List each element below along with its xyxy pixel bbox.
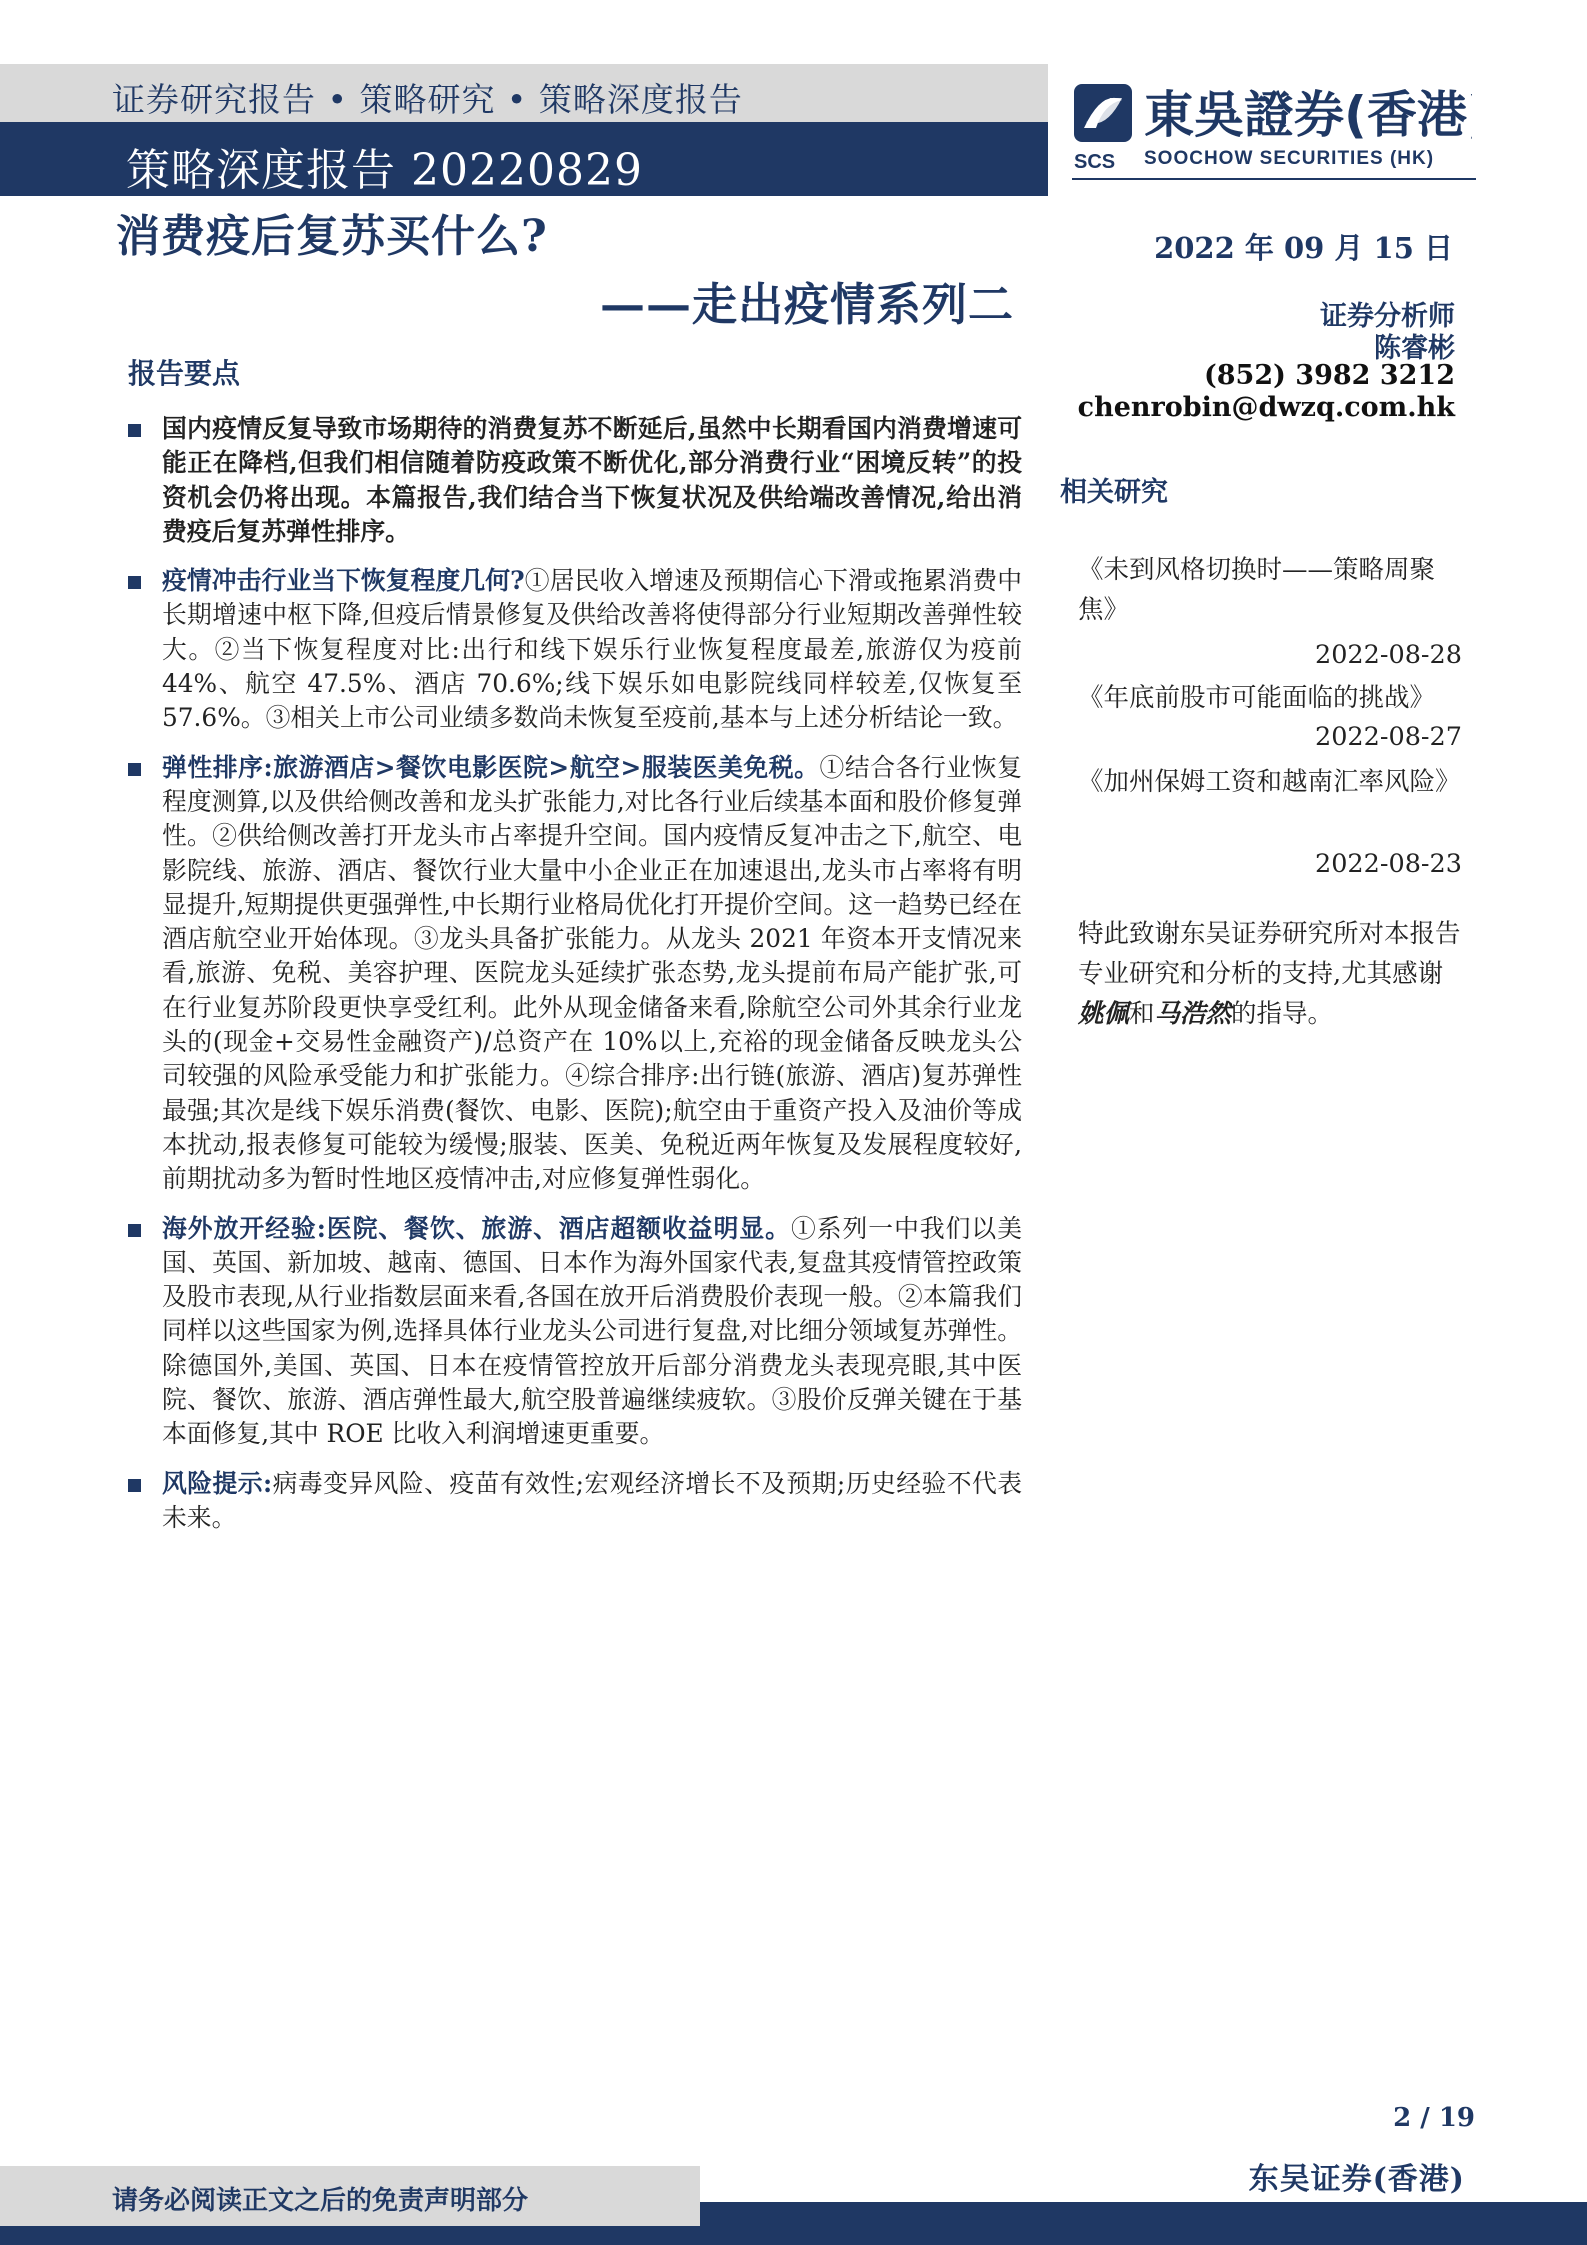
analyst-email[interactable]: chenrobin@dwzq.com.hk xyxy=(1077,392,1455,423)
logo-cn-text: 東吳證券(香港) xyxy=(1144,86,1472,144)
related-item-date: 2022-08-27 xyxy=(1314,722,1462,752)
related-item-title[interactable]: 《加州保姆工资和越南汇率风险》 xyxy=(1078,767,1461,797)
bullet-text: 国内疫情反复导致市场期待的消费复苏不断延后,虽然中长期看国内消费增速可能正在降档,但我们相信随着防疫政策不断优化,部分消费行业“困境反转”的投资机会仍将出现。本篇报告,我们结合当下恢复状况及供给端改善情况,给出消费疫后复苏弹性排序。 xyxy=(162,414,1022,546)
footer-firm-name: 东吴证券(香港) xyxy=(1248,2162,1465,2197)
bullet-heading: 疫情冲击行业当下恢复程度几何? xyxy=(162,566,525,596)
bullet-square-icon xyxy=(128,1224,141,1237)
summary-bullet-intro xyxy=(128,412,1022,549)
thanks-ending: 的指导。 xyxy=(1231,999,1334,1029)
company-logo xyxy=(1072,80,1472,176)
related-item-date: 2022-08-23 xyxy=(1314,849,1462,879)
related-research-heading: 相关研究 xyxy=(1060,477,1168,508)
summary-bullet-ranking xyxy=(128,751,1022,1197)
summary-bullet-risk xyxy=(128,1467,1022,1536)
bullet-text: 病毒变异风险、疫苗有效性;宏观经济增长不及预期;历史经验不代表未来。 xyxy=(162,1468,1022,1532)
bullet-text: ①系列一中我们以美国、英国、新加坡、越南、德国、日本作为海外国家代表,复盘其疫情管控政策及股市表现,从行业指数层面来看,各国在放开后消费股价表现一般。②本篇我们同样以这些国家为例,选择具体行业龙头公司进行复盘,对比细分领域复苏弹性。除德国外,美国、英国、日本在疫情管控放开后部分消费龙头表现亮眼,其中医院、餐饮、旅游、酒店弹性最大,航空股普遍继续疲软。③股价反弹关键在于基本面修复,其中 ROE 比收入利润增速更重要。 xyxy=(162,1213,1022,1449)
footer-disclaimer: 请务必阅读正文之后的免责声明部分 xyxy=(112,2186,529,2216)
page-title: 消费疫后复苏买什么? xyxy=(116,211,548,262)
logo-mark-icon xyxy=(1074,84,1132,142)
thanks-joiner: 和 xyxy=(1129,999,1155,1029)
breadcrumb: 证券研究报告 • 策略研究 • 策略深度报告 xyxy=(112,80,743,119)
report-type: 策略深度报告 20220829 xyxy=(126,145,643,196)
page-number: 2 / 19 xyxy=(1393,2103,1475,2133)
bullet-square-icon xyxy=(128,763,141,776)
bullet-square-icon xyxy=(128,424,141,437)
thanks-name-1: 姚佩 xyxy=(1078,999,1130,1029)
logo-underline xyxy=(1072,178,1476,180)
bullet-text: ①居民收入增速及预期信心下滑或拖累消费中长期增速中枢下降,但疫后情景修复及供给改善将使得部分行业短期改善弹性较大。②当下恢复程度对比:出行和线下娱乐行业恢复程度最差,旅游仅为疫前 44%、航空 47.5%、酒店 70.6%;线下娱乐如电影院线同样较差,仅恢复至 57.6%。③相关上市公司业绩多数尚未恢复至疫前,基本与上述分析结论一致。 xyxy=(162,566,1022,733)
footer-disclaimer-bar xyxy=(0,2166,700,2226)
acknowledgement xyxy=(1078,914,1464,1034)
footer-accent-bar xyxy=(700,2202,1587,2226)
analyst-phone: (852) 3982 3212 xyxy=(1203,360,1455,391)
summary-list xyxy=(128,412,1022,1550)
related-item-title[interactable]: 《未到风格切换时——策略周聚焦》 xyxy=(1078,555,1436,625)
report-type-bar xyxy=(0,122,1048,196)
logo-en-text: SOOCHOW SECURITIES (HK) xyxy=(1144,148,1435,169)
logo-mark-text: SCS xyxy=(1074,151,1116,173)
thanks-name-2: 马浩然 xyxy=(1154,999,1232,1029)
page-subtitle: ——走出疫情系列二 xyxy=(600,278,1015,331)
report-date: 2022 年 09 月 15 日 xyxy=(1154,231,1453,265)
analyst-role: 证券分析师 xyxy=(1320,301,1455,332)
bullet-square-icon xyxy=(128,576,141,589)
summary-bullet-recovery xyxy=(128,564,1022,735)
header-breadcrumb-bar xyxy=(0,64,1048,122)
bullet-heading: 海外放开经验:医院、餐饮、旅游、酒店超额收益明显。 xyxy=(162,1213,791,1243)
thanks-text: 特此致谢东吴证券研究所对本报告专业研究和分析的支持,尤其感谢 xyxy=(1078,919,1461,989)
footer-bottom-bar xyxy=(0,2226,1587,2245)
summary-bullet-overseas xyxy=(128,1212,1022,1452)
bullet-heading: 风险提示: xyxy=(162,1468,273,1498)
related-item-title[interactable]: 《年底前股市可能面临的挑战》 xyxy=(1078,683,1436,713)
bullet-square-icon xyxy=(128,1479,141,1492)
analyst-name: 陈睿彬 xyxy=(1374,333,1455,364)
bullet-text: ①结合各行业恢复程度测算,以及供给侧改善和龙头扩张能力,对比各行业后续基本面和股价修复弹性。②供给侧改善打开龙头市占率提升空间。国内疫情反复冲击之下,航空、电影院线、旅游、酒店、餐饮行业大量中小企业正在加速退出,龙头市占率将有明显提升,短期提供更强弹性,中长期行业格局优化打开提价空间。这一趋势已经在酒店航空业开始体现。③龙头具备扩张能力。从龙头 2021 年资本开支情况来看,旅游、免税、美容护理、医院龙头延续扩张态势,龙头提前布局产能扩张,可在行业复苏阶段更快享受红利。此外从现金储备来看,除航空公司外其余行业龙头的(现金+交易性金融资产)/总资产在 10%以上,充裕的现金储备反映龙头公司较强的风险承受能力和扩张能力。④综合排序:出行链(旅游、酒店)复苏弹性最强;其次是线下娱乐消费(餐饮、电影、医院);航空由于重资产投入及油价等成本扰动,报表修复可能较为缓慢;服装、医美、免税近两年恢复及发展程度较好,前期扰动多为暂时性地区疫情冲击,对应修复弹性弱化。 xyxy=(162,752,1022,1194)
bullet-heading: 弹性排序:旅游酒店>餐饮电影医院>航空>服装医美免税。 xyxy=(162,752,820,782)
related-item-date: 2022-08-28 xyxy=(1314,640,1462,670)
summary-heading: 报告要点 xyxy=(128,357,241,390)
